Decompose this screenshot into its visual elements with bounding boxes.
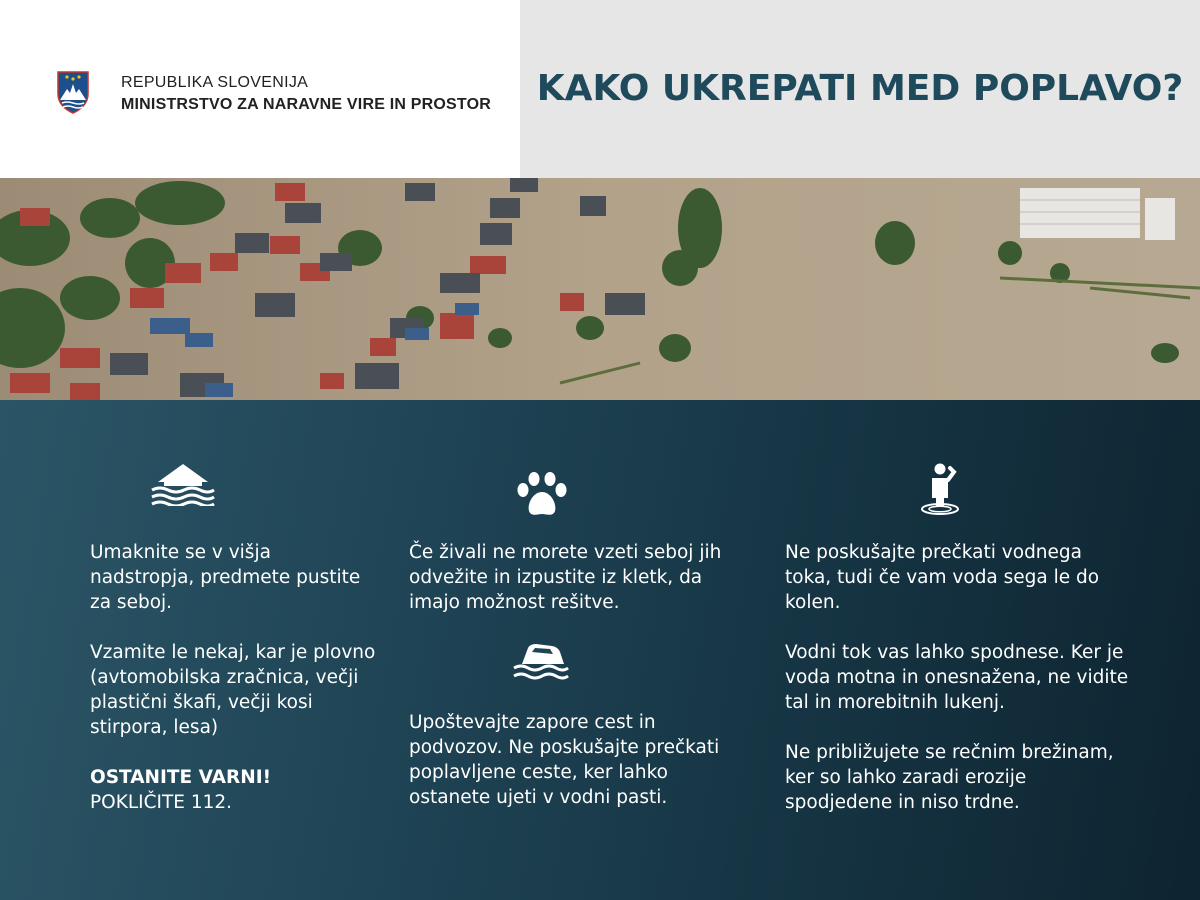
flood-aerial-photo (0, 178, 1200, 400)
call-112-text: POKLIČITE 112. (90, 792, 233, 813)
col1-call-to-action (90, 765, 380, 815)
col3-paragraph-3: Ne približujete se rečnim brežinam, ker so lahko zaradi erozije spodjedene in niso trdne. (785, 742, 1114, 813)
column-3-text (785, 540, 1130, 815)
org-line-2: MINISTRSTVO ZA NARAVNE VIRE IN PROSTOR (121, 96, 491, 113)
col3-paragraph-1: Ne poskušajte prečkati vodnega toka, tudi če vam voda sega le do kolen. (785, 542, 1100, 613)
col2-paragraph-2: Upoštevajte zapore cest in podvozov. Ne poskušajte prečkati poplavljene ceste, ker lahko ostanete ujeti v vodni pasti. (409, 712, 720, 808)
header (0, 0, 1200, 178)
column-1-text (90, 540, 380, 815)
column-2-text-a (409, 540, 729, 615)
header-left (0, 0, 520, 178)
org-line-1: REPUBLIKA SLOVENIJA (121, 74, 309, 91)
col3-paragraph-2: Vodni tok vas lahko spodnese. Ker je voda motna in onesnažena, ne vidite tal in morebitnih lukenj. (785, 642, 1129, 713)
col1-paragraph-2: Vzamite le nekaj, kar je plovno (avtomobilska zračnica, večji plastični škafi, večji kosi stirpora, lesa) (90, 642, 376, 738)
person-in-water-icon (918, 462, 966, 518)
column-2-text-b (409, 710, 739, 810)
col1-paragraph-1: Umaknite se v višja nadstropja, predmete pustite za seboj. (90, 542, 361, 613)
flooded-house-icon (150, 462, 216, 506)
stay-safe-text: OSTANITE VARNI! (90, 767, 272, 788)
organization-name (121, 72, 491, 116)
paw-icon (515, 472, 569, 518)
instructions-panel (0, 400, 1200, 900)
submerged-car-icon (512, 640, 570, 680)
col2-paragraph-1: Če živali ne morete vzeti seboj jih odvežite in izpustite iz kletk, da imajo možnost rešitve. (409, 542, 722, 613)
page-title: KAKO UKREPATI MED POPLAVO? (536, 68, 1184, 109)
header-right (520, 0, 1200, 178)
coat-of-arms-icon (56, 70, 90, 114)
